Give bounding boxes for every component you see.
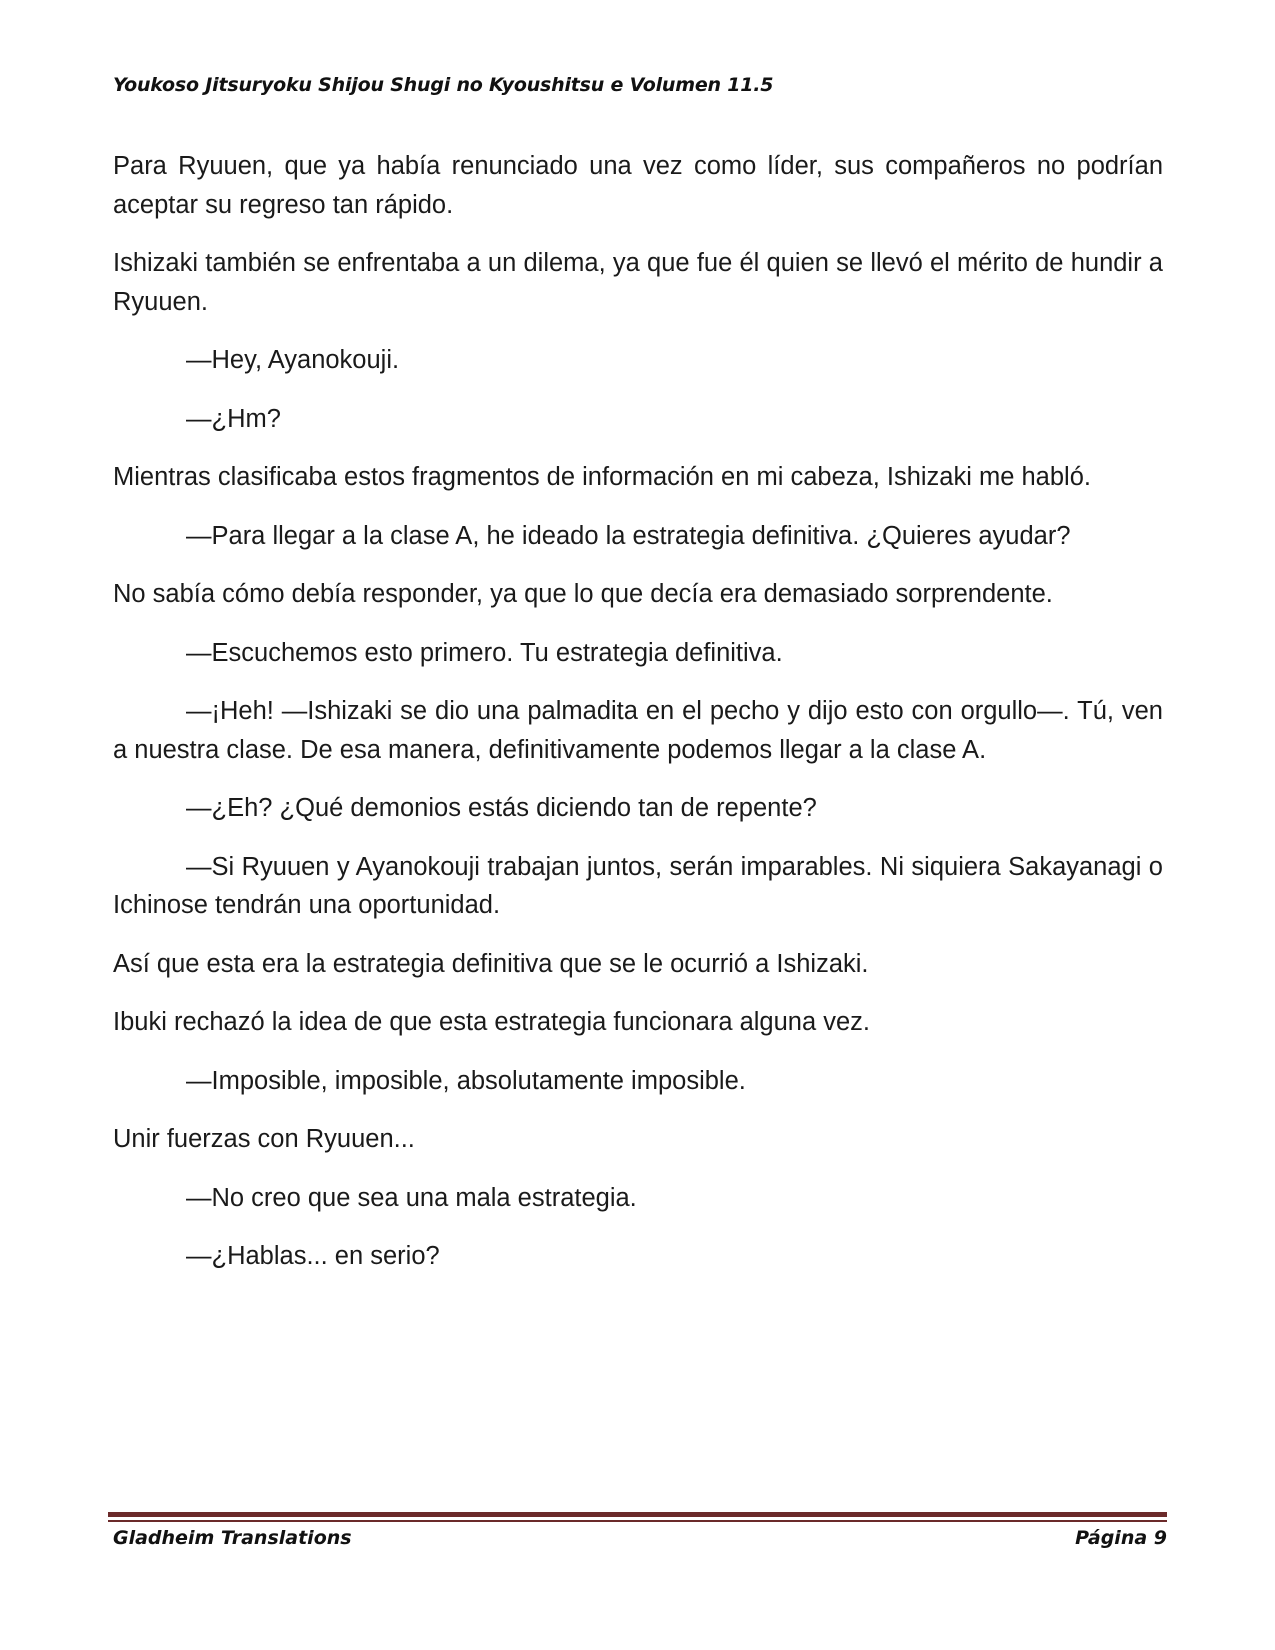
dialogue-line: —¿Hablas... en serio? (186, 1242, 440, 1270)
dialogue-line: —¿Hm? (186, 404, 281, 433)
page-number: Página 9 (1075, 1527, 1167, 1549)
paragraph: Así que esta era la estrategia definitiva que se le ocurrió a Ishizaki. (113, 949, 869, 978)
paragraph: Ishizaki también se enfrentaba a un dilema, ya que fue él quien se llevó el mérito de hundir a Ryuuen. (113, 249, 1163, 316)
dialogue-line: —Para llegar a la clase A, he ideado la estrategia definitiva. ¿Quieres ayudar? (186, 521, 1071, 550)
dialogue-line: —Hey, Ayanokouji. (186, 346, 400, 374)
dialogue-line: —¡Heh! —Ishizaki se dio una palmadita en el pecho y dijo esto con orgullo—. Tú, ven a nuestra clase. De esa manera, definitivamente podemos llegar a la clase A. (113, 697, 1163, 764)
footer-credit: Gladheim Translations (113, 1527, 352, 1549)
dialogue-line: —Si Ryuuen y Ayanokouji trabajan juntos, serán imparables. Ni siquiera Sakayanagi o Ichinose tendrán una oportunidad. (113, 852, 1163, 919)
running-header: Youkoso Jitsuryoku Shijou Shugi no Kyoushitsu e Volumen 11.5 (113, 74, 774, 96)
dialogue-line: —¿Eh? ¿Qué demonios estás diciendo tan de repente? (186, 794, 817, 822)
paragraph: Para Ryuuen, que ya había renunciado una vez como líder, sus compañeros no podrían aceptar su regreso tan rápido. (113, 152, 1163, 219)
dialogue-line: —No creo que sea una mala estrategia. (186, 1183, 637, 1212)
footer-rule-thick (108, 1512, 1167, 1517)
paragraph: Mientras clasificaba estos fragmentos de información en mi cabeza, Ishizaki me habló. (113, 463, 1091, 491)
paragraph: Ibuki rechazó la idea de que esta estrategia funcionara alguna vez. (113, 1008, 871, 1036)
paragraph: Unir fuerzas con Ryuuen... (113, 1125, 415, 1153)
paragraph: No sabía cómo debía responder, ya que lo que decía era demasiado sorprendente. (113, 580, 1053, 608)
dialogue-line: —Imposible, imposible, absolutamente imposible. (186, 1066, 746, 1095)
dialogue-line: —Escuchemos esto primero. Tu estrategia definitiva. (186, 638, 783, 667)
page-body (113, 147, 1163, 1296)
footer-rule-thin (108, 1520, 1167, 1522)
